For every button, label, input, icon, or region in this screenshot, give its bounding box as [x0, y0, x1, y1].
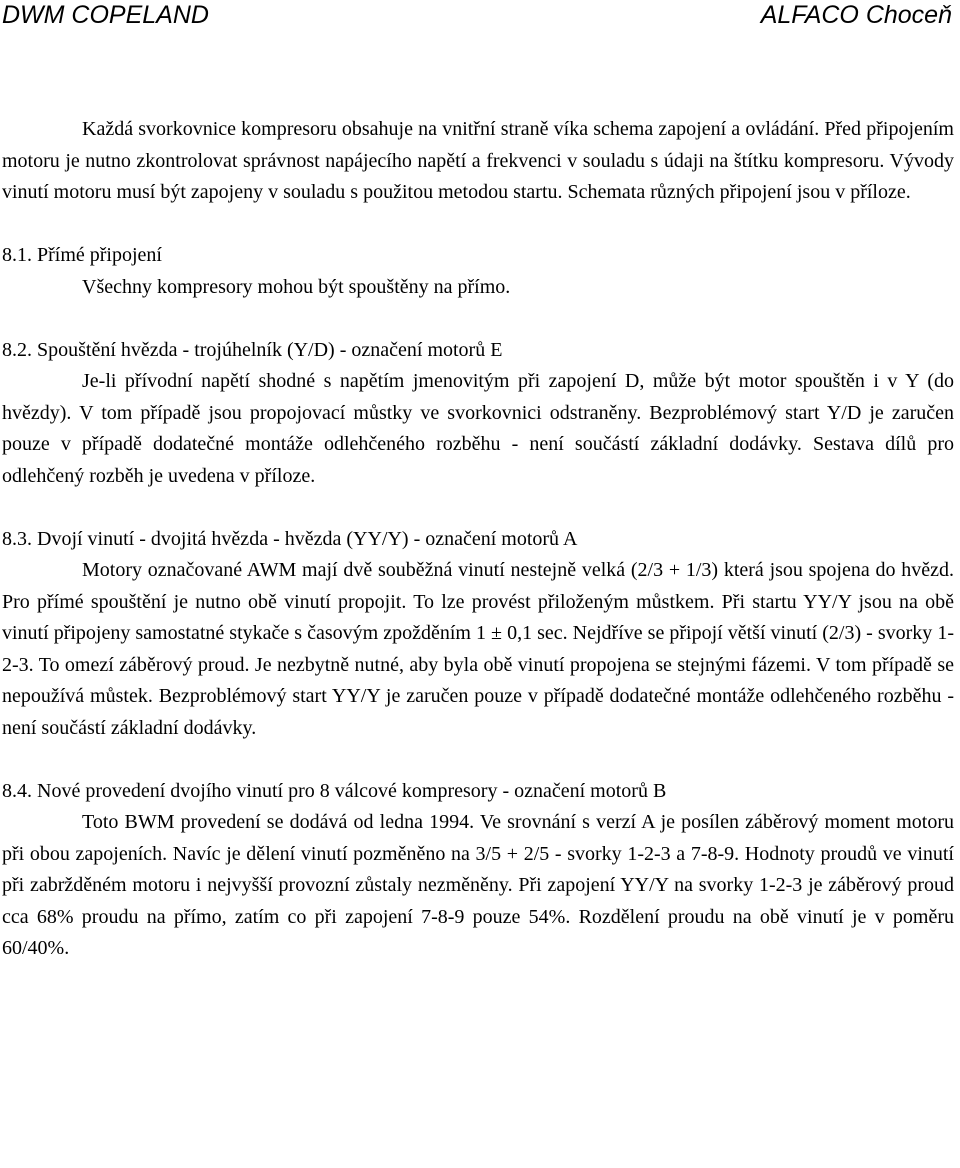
section-body-8-2: Je-li přívodní napětí shodné s napětím jmenovitým při zapojení D, může být motor spouštěn i v Y (do hvězdy). V tom případě jsou propojovací můstky ve svorkovnici odstraněny. Bezproblémový start Y/D je zaručen pouze v případě dodatečné montáže odlehčeného rozběhu - není součástí základní dodávky. Sestava dílů pro odlehčený rozběh je uvedena v příloze. — [2, 370, 954, 487]
section-body-8-4: Toto BWM provedení se dodává od ledna 1994. Ve srovnání s verzí A je posílen záběrový moment motoru při obou zapojeních. Navíc je dělení vinutí pozměněno na 3/5 + 2/5 - svorky 1-2-3 a 7-8-9. Hodnoty proudů ve vinutí při zabržděném motoru i nejvyšší provozní zůstaly nezměněny. Při zapojení YY/Y na svorky 1-2-3 je záběrový proud cca 68% proudu na přímo, zatím co při zapojení 7-8-9 pouze 54%. Rozdělení proudu na obě vinutí je v poměru 60/40%. — [2, 811, 954, 959]
section-body-8-3: Motory označované AWM mají dvě souběžná vinutí nestejně velká (2/3 + 1/3) která jsou spojena do hvězd. Pro přímé spouštění je nutno obě vinutí propojit. To lze provést přiloženým můstkem. Při startu YY/Y jsou na obě vinutí připojeny samostatné stykače s časovým zpožděním 1 ± 0,1 sec. Nejdříve se připojí větší vinutí (2/3) - svorky 1-2-3. To omezí záběrový proud. Je nezbytně nutné, aby byla obě vinutí propojena se stejnými fázemi. V tom případě se nepoužívá můstek. Bezproblémový start YY/Y je zaručen pouze v případě dodatečné montáže odlehčeného rozběhu - není součástí základní dodávky. — [2, 559, 954, 739]
section-lead-8-1: Všechny kompresory mohou být spouštěny na přímo. — [82, 275, 511, 298]
spacer — [2, 744, 954, 776]
document-body — [2, 114, 954, 965]
header-right-title: ALFACO Choceň — [760, 1, 952, 29]
spacer — [2, 492, 954, 524]
intro-paragraph: Každá svorkovnice kompresoru obsahuje na vnitřní straně víka schema zapojení a ovládání. Před připojením motoru je nutno zkontrolovat správnost napájecího napětí a frekvenci v souladu s údaji na štítku kompresoru. Vývody vinutí motoru musí být zapojeny v souladu s použitou metodou startu. Schemata různých připojení jsou v příloze. — [2, 118, 954, 203]
page-header — [0, 0, 960, 30]
section-heading-8-4: 8.4. Nové provedení dvojího vinutí pro 8 válcové kompresory - označení motorů B — [2, 779, 667, 802]
section-heading-8-3: 8.3. Dvojí vinutí - dvojitá hvězda - hvězda (YY/Y) - označení motorů A — [2, 527, 578, 550]
spacer — [2, 209, 954, 241]
section-heading-8-1: 8.1. Přímé připojení — [2, 244, 162, 266]
header-left-title: DWM COPELAND — [2, 1, 209, 29]
section-heading-8-2: 8.2. Spouštění hvězda - trojúhelník (Y/D) - označení motorů E — [2, 338, 503, 361]
spacer — [2, 303, 954, 335]
